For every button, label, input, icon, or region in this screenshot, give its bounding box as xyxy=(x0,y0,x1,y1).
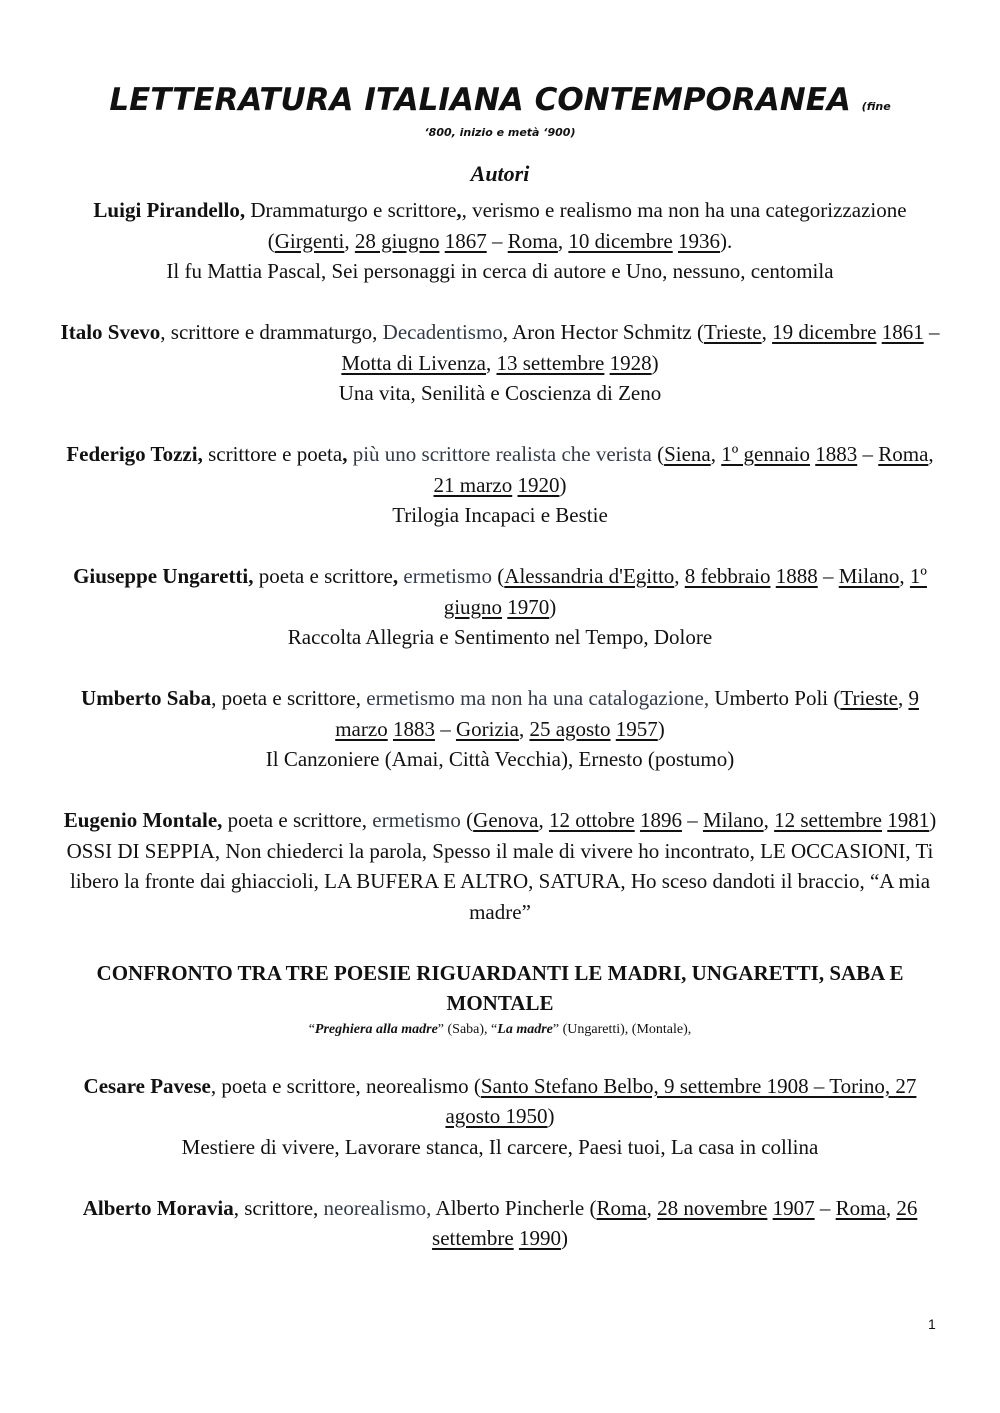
deathday-link[interactable]: 13 settembre xyxy=(496,350,605,375)
author-description: , poeta e scrittore, neorealismo ( xyxy=(210,1073,481,1098)
author-description: scrittore e poeta xyxy=(202,442,343,466)
birthyear-link[interactable]: 1883 xyxy=(815,442,858,466)
birthyear-link[interactable]: 1907 xyxy=(772,1195,815,1220)
author-description-cont: Umberto Poli ( xyxy=(709,686,841,710)
deathday-link[interactable]: 1º giugno xyxy=(443,564,927,619)
author-entry-pirandello: Luigi Pirandello, Drammaturgo e scrittore,, verismo e realismo ma non ha una categorizzazione (Girgenti, 28 giugno 1867 – Roma, 10 dicembre 1936). Il fu Mattia Pascal, Sei personaggi in cerca di autore e Uno, nessuno, centomila xyxy=(93,198,907,283)
author-name: Eugenio Montale, xyxy=(63,808,223,832)
document-page xyxy=(60,82,940,1284)
author-works: OSSI DI SEPPIA, Non chiederci la parola, Spesso il male di vivere ho incontrato, LE OCCASIONI, Ti libero la fronte dai ghiaccioli, LA BUFERA E ALTRO, SATURA, Ho sceso dandoti il braccio, “A mia madre” xyxy=(66,838,934,924)
author-description: , poeta e scrittore, xyxy=(211,686,367,710)
literary-movement: ermetismo ma non ha una catalogazione, xyxy=(366,686,710,710)
author-works: Mestiere di vivere, Lavorare stanca, Il carcere, Paesi tuoi, La casa in collina xyxy=(181,1134,819,1159)
birthplace-link[interactable]: Trieste xyxy=(704,320,762,344)
author-name: Italo Svevo xyxy=(60,320,161,344)
deathyear-link[interactable]: 1920 xyxy=(517,472,560,497)
poem-author-saba: (Saba), “ xyxy=(444,1021,498,1037)
deathplace-link[interactable]: Roma xyxy=(878,442,929,466)
literary-movement: ermetismo xyxy=(372,808,461,832)
deathplace-link[interactable]: Roma xyxy=(835,1195,886,1220)
deathyear-link[interactable]: 1970 xyxy=(507,594,550,619)
birthyear-link[interactable]: 1888 xyxy=(775,564,818,588)
author-description: Drammaturgo e scrittore xyxy=(245,198,457,222)
author-entry-svevo: Italo Svevo, scrittore e drammaturgo, Decadentismo, Aron Hector Schmitz (Trieste, 19 dicembre 1861 – Motta di Livenza, 13 settembre 1928) Una vita, Senilità e Coscienza di Zeno xyxy=(60,320,940,405)
title-note-continued: ‘800, inizio e metà ‘900) xyxy=(424,126,576,139)
author-name: Cesare Pavese xyxy=(83,1073,211,1098)
author-works: Il Canzoniere (Amai, Città Vecchia), Ernesto (postumo) xyxy=(265,747,735,771)
birthday-link[interactable]: 9 marzo xyxy=(335,686,919,741)
author-description: poeta e scrittore xyxy=(253,564,393,588)
literary-movement: Decadentismo xyxy=(382,320,503,344)
birthplace-link[interactable]: Girgenti xyxy=(274,228,345,253)
author-works: Il fu Mattia Pascal, Sei personaggi in cerca di autore e Uno, nessuno, centomila xyxy=(166,259,834,283)
author-name: Giuseppe Ungaretti, xyxy=(73,564,254,588)
author-description: poeta e scrittore, xyxy=(222,808,373,832)
author-entry-pavese: Cesare Pavese, poeta e scrittore, neorealismo (Santo Stefano Belbo, 9 settembre 1908 – Torino, 27 agosto 1950) Mestiere di vivere, Lavorare stanca, Il carcere, Paesi tuoi, La casa in collina xyxy=(83,1073,917,1159)
author-entry-saba: Umberto Saba, poeta e scrittore, ermetismo ma non ha una catalogazione, Umberto Poli (Trieste, 9 marzo 1883 – Gorizia, 25 agosto 1957) Il Canzoniere (Amai, Città Vecchia), Ernesto (postumo) xyxy=(81,686,919,771)
comparison-heading: CONFRONTO TRA TRE POESIE RIGUARDANTI LE MADRI, UNGARETTI, SABA E MONTALE xyxy=(96,960,904,1015)
deathyear-link[interactable]: 1981 xyxy=(887,808,930,832)
poem-title-saba: Preghiera alla madre xyxy=(314,1021,438,1037)
deathyear-link[interactable]: 1936 xyxy=(678,228,720,253)
deathday-link[interactable]: 26 settembre xyxy=(432,1195,918,1250)
deathplace-link[interactable]: Motta di Livenza xyxy=(341,350,486,375)
birthplace-link[interactable]: Genova xyxy=(473,808,539,832)
author-entry-moravia: Alberto Moravia, scrittore, neorealismo, Alberto Pincherle (Roma, 28 novembre 1907 – Roma, 26 settembre 1990) xyxy=(82,1195,918,1250)
birthyear-link[interactable]: 1867 xyxy=(444,228,487,253)
birthplace-link[interactable]: Alessandria d'Egitto xyxy=(504,564,675,588)
author-name: Federigo Tozzi, xyxy=(66,442,203,466)
author-name: Umberto Saba xyxy=(81,686,212,710)
birthday-link[interactable]: 19 dicembre xyxy=(772,320,877,344)
birthday-link[interactable]: 8 febbraio xyxy=(684,564,771,588)
author-works: Trilogia Incapaci e Bestie xyxy=(392,503,608,527)
deathyear-link[interactable]: 1928 xyxy=(609,350,652,375)
deathday-link[interactable]: 25 agosto xyxy=(529,716,611,741)
comparison-poems: “Preghiera alla madre” (Saba), “La madre” (Ungaretti), (Montale), xyxy=(308,1021,692,1037)
birthday-link[interactable]: 28 giugno xyxy=(354,228,440,253)
literary-movement: neorealismo, xyxy=(323,1195,432,1220)
literary-movement: più uno scrittore realista che verista xyxy=(352,442,652,466)
poem-title-ungaretti: La madre xyxy=(497,1021,553,1037)
author-name: Luigi Pirandello, xyxy=(93,198,246,222)
author-description-cont: , verismo e realismo ma non ha una categorizzazione ( xyxy=(267,198,907,253)
author-entry-ungaretti: Giuseppe Ungaretti, poeta e scrittore, ermetismo (Alessandria d'Egitto, 8 febbraio 1888 – Milano, 1º giugno 1970) Raccolta Allegria e Sentimento nel Tempo, Dolore xyxy=(73,564,927,649)
deathplace-link[interactable]: Milano xyxy=(702,808,764,832)
deathday-link[interactable]: 10 dicembre xyxy=(568,228,673,253)
literary-movement: ermetismo xyxy=(403,564,493,588)
document-title xyxy=(60,82,940,125)
author-description-cont: Alberto Pincherle ( xyxy=(431,1195,597,1220)
title-note: (fine xyxy=(861,100,891,113)
author-works: Una vita, Senilità e Coscienza di Zeno xyxy=(338,381,662,405)
deathyear-link[interactable]: 1957 xyxy=(615,716,658,741)
deathplace-link[interactable]: Gorizia xyxy=(455,716,519,741)
deathday-link[interactable]: 12 settembre xyxy=(774,808,883,832)
author-name: Alberto Moravia xyxy=(82,1195,234,1220)
life-dates-link[interactable]: Santo Stefano Belbo, 9 settembre 1908 – Torino, 27 agosto 1950 xyxy=(445,1073,917,1128)
deathyear-link[interactable]: 1990 xyxy=(518,1226,561,1250)
birthday-link[interactable]: 28 novembre xyxy=(657,1195,768,1220)
birthyear-link[interactable]: 1883 xyxy=(392,716,435,741)
author-description: , scrittore, xyxy=(233,1195,324,1220)
birthday-link[interactable]: 12 ottobre xyxy=(548,808,635,832)
title-text: LETTERATURA ITALIANA CONTEMPORANEA xyxy=(109,82,851,118)
author-description-cont: , Aron Hector Schmitz ( xyxy=(502,320,704,344)
deathday-link[interactable]: 21 marzo xyxy=(433,472,513,497)
page-number: 1 xyxy=(928,1316,936,1332)
poem-author-ungaretti: (Ungaretti), (Montale), xyxy=(559,1021,692,1037)
author-works: Raccolta Allegria e Sentimento nel Tempo, Dolore xyxy=(287,625,713,649)
author-description: , scrittore e drammaturgo, xyxy=(160,320,383,344)
deathplace-link[interactable]: Roma xyxy=(507,228,558,253)
author-entry-montale: Eugenio Montale, poeta e scrittore, ermetismo (Genova, 12 ottobre 1896 – Milano, 12 settembre 1981) OSSI DI SEPPIA, Non chiederci la parola, Spesso il male di vivere ho incontrato, LE OCCASIONI, Ti libero la fronte dai ghiaccioli, LA BUFERA E ALTRO, SATURA, Ho sceso dandoti il braccio, “A mia madre” xyxy=(63,808,937,924)
birthplace-link[interactable]: Trieste xyxy=(840,686,898,710)
birthplace-link[interactable]: Roma xyxy=(596,1195,647,1220)
birthplace-link[interactable]: Siena xyxy=(664,442,711,466)
section-heading-autori: Autori xyxy=(470,161,530,186)
author-entry-tozzi: Federigo Tozzi, scrittore e poeta, più uno scrittore realista che verista (Siena, 1º gennaio 1883 – Roma, 21 marzo 1920) Trilogia Incapaci e Bestie xyxy=(66,442,934,527)
deathplace-link[interactable]: Milano xyxy=(838,564,900,588)
birthday-link[interactable]: 1º gennaio xyxy=(721,442,810,466)
birthyear-link[interactable]: 1861 xyxy=(881,320,924,344)
birthyear-link[interactable]: 1896 xyxy=(639,808,682,832)
